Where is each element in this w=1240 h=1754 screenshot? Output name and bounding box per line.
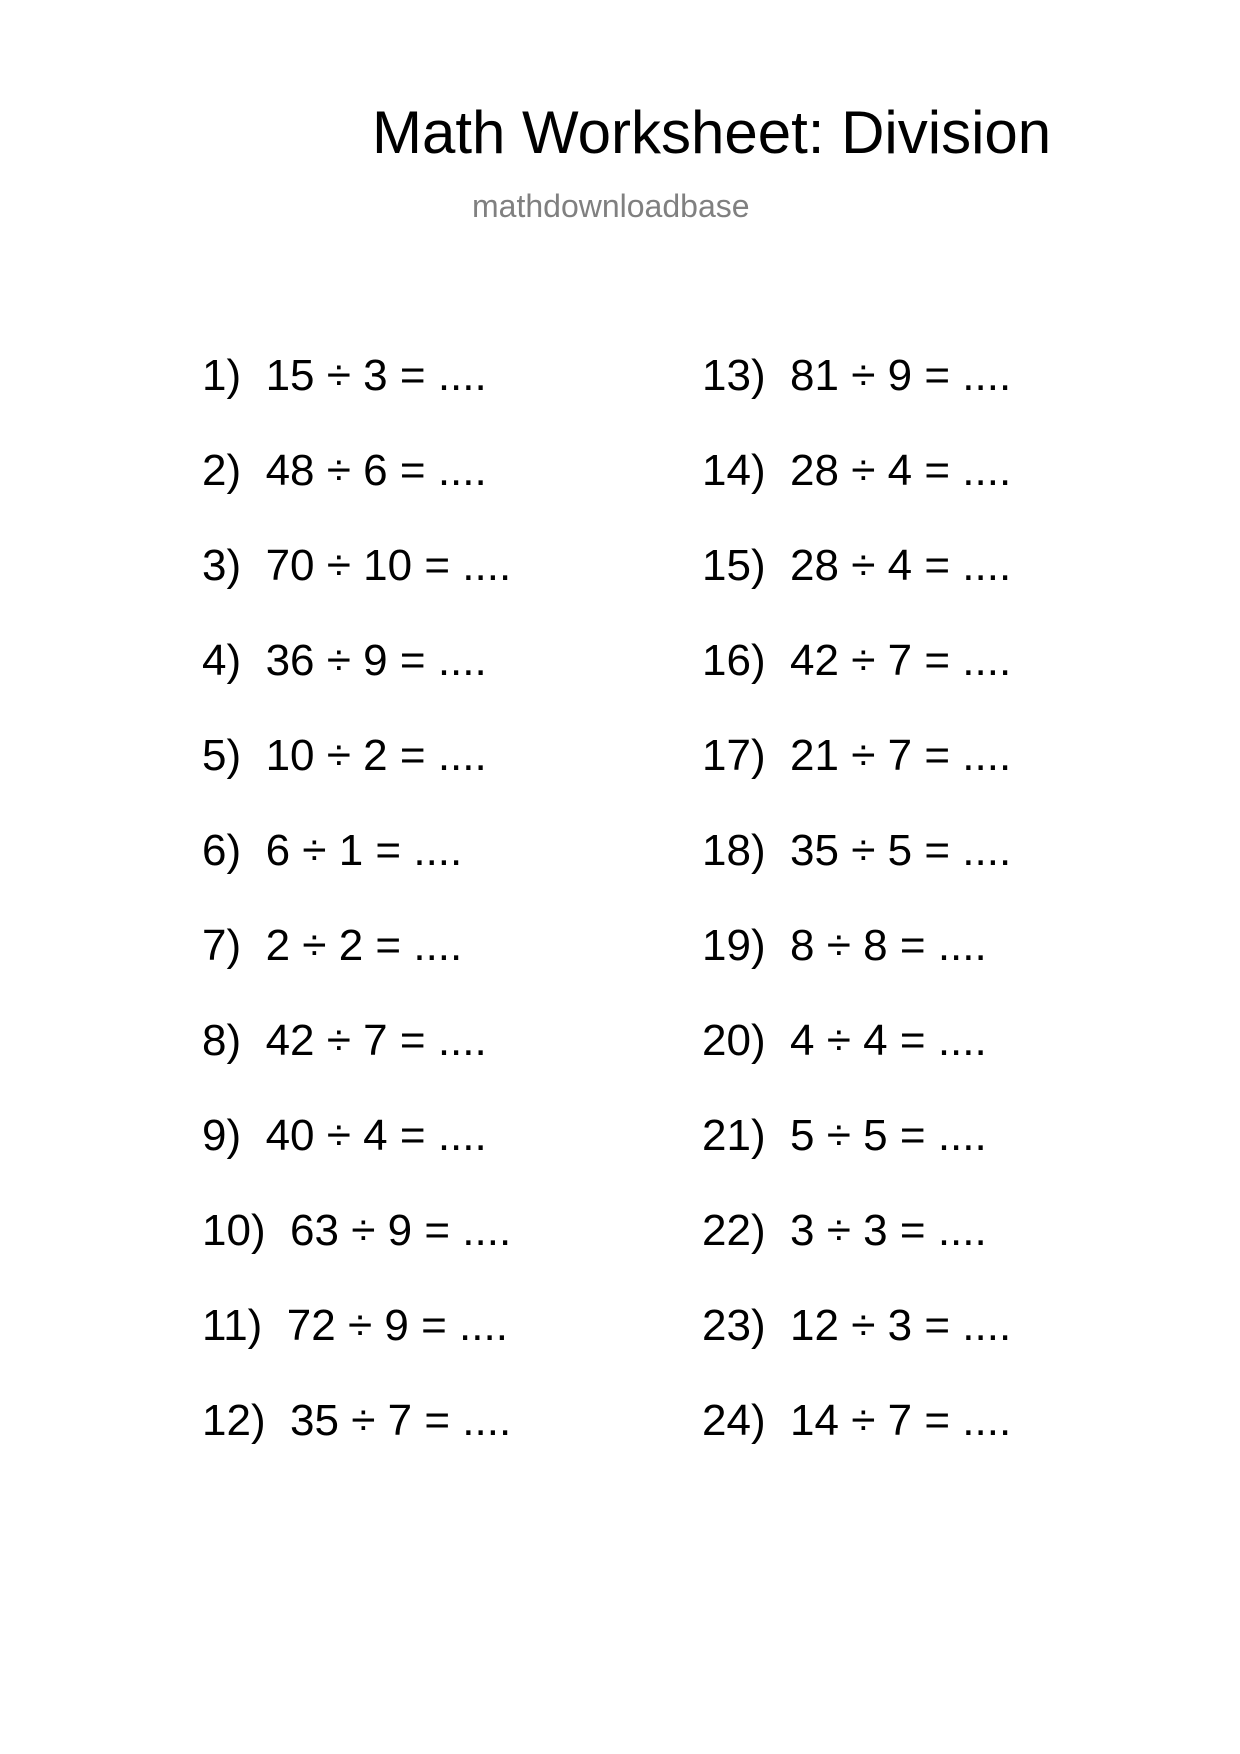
problem-item [702,1205,1011,1300]
equals-sign: = [424,1396,451,1445]
divisor: 7 [887,636,913,685]
problem-number: 3) [202,541,242,590]
division-sign: ÷ [851,636,876,685]
dividend: 28 [790,446,839,495]
problem-item [702,350,1011,445]
problem-item [202,1300,511,1395]
divisor: 7 [887,731,913,780]
division-sign: ÷ [326,731,351,780]
answer-blank[interactable]: .... [462,1206,512,1255]
division-sign: ÷ [302,921,327,970]
division-sign: ÷ [826,1111,851,1160]
equals-sign: = [924,1301,951,1350]
problem-item [202,350,511,445]
divisor: 3 [363,351,388,400]
division-sign: ÷ [851,541,876,590]
divisor: 7 [363,1016,388,1065]
answer-blank[interactable]: .... [937,1111,987,1160]
divisor: 3 [887,1301,913,1350]
problem-item [202,730,511,825]
answer-blank[interactable]: .... [962,826,1012,875]
problem-number: 18) [702,826,766,875]
divisor: 5 [863,1111,888,1160]
divisor: 9 [887,351,913,400]
division-sign: ÷ [326,541,351,590]
problem-item [702,445,1011,540]
answer-blank[interactable]: .... [437,1016,487,1065]
division-sign: ÷ [851,826,876,875]
equals-sign: = [399,446,426,495]
answer-blank[interactable]: .... [437,351,487,400]
problem-number: 9) [202,1111,242,1160]
division-sign: ÷ [826,1016,851,1065]
division-sign: ÷ [851,1396,876,1445]
divisor: 4 [863,1016,888,1065]
answer-blank[interactable]: .... [962,1301,1012,1350]
division-sign: ÷ [326,446,351,495]
division-sign: ÷ [302,826,327,875]
dividend: 42 [790,636,839,685]
answer-blank[interactable]: .... [462,1396,512,1445]
problems-column-left [202,350,511,1490]
divisor: 10 [363,541,413,590]
division-sign: ÷ [851,351,876,400]
division-sign: ÷ [326,1111,351,1160]
page-title: Math Worksheet: Division [372,99,1052,166]
problem-item [702,1110,1011,1205]
problem-number: 12) [202,1396,266,1445]
dividend: 12 [790,1301,839,1350]
answer-blank[interactable]: .... [937,921,987,970]
division-sign: ÷ [326,351,351,400]
divisor: 1 [338,826,364,875]
division-sign: ÷ [326,1016,351,1065]
dividend: 35 [790,826,839,875]
dividend: 48 [265,446,315,495]
answer-blank[interactable]: .... [462,541,512,590]
divisor: 9 [363,636,388,685]
problem-item [702,825,1011,920]
divisor: 3 [863,1206,888,1255]
answer-blank[interactable]: .... [962,1396,1012,1445]
answer-blank[interactable]: .... [962,351,1012,400]
equals-sign: = [375,921,402,970]
equals-sign: = [924,351,951,400]
problem-item [702,1300,1011,1395]
divisor: 5 [887,826,913,875]
equals-sign: = [899,921,926,970]
problem-number: 19) [702,921,766,970]
problem-number: 5) [202,731,242,780]
dividend: 35 [290,1396,339,1445]
dividend: 8 [790,921,815,970]
problems-column-right [702,350,1011,1490]
problem-item [202,1110,511,1205]
division-sign: ÷ [826,921,851,970]
division-sign: ÷ [851,731,876,780]
problem-number: 2) [202,446,242,495]
answer-blank[interactable]: .... [962,636,1012,685]
dividend: 28 [790,541,839,590]
problem-number: 16) [702,636,766,685]
answer-blank[interactable]: .... [937,1016,987,1065]
equals-sign: = [424,1206,451,1255]
problem-number: 15) [702,541,766,590]
problem-item [702,1015,1011,1110]
equals-sign: = [399,1016,426,1065]
dividend: 10 [265,731,315,780]
equals-sign: = [399,636,426,685]
division-sign: ÷ [347,1301,373,1350]
equals-sign: = [924,1396,951,1445]
problem-item [202,1015,511,1110]
division-sign: ÷ [351,1206,376,1255]
problem-number: 23) [702,1301,766,1350]
problem-item [202,825,511,920]
equals-sign: = [924,541,951,590]
divisor: 7 [887,1396,913,1445]
answer-blank[interactable]: .... [962,541,1012,590]
divisor: 8 [863,921,888,970]
dividend: 42 [265,1016,315,1065]
equals-sign: = [424,541,451,590]
equals-sign: = [899,1206,926,1255]
answer-blank[interactable]: .... [437,1111,487,1160]
divisor: 4 [363,1111,388,1160]
problem-number: 8) [202,1016,242,1065]
answer-blank[interactable]: .... [437,636,487,685]
problem-number: 7) [202,921,242,970]
equals-sign: = [924,826,951,875]
answer-blank[interactable]: .... [459,1301,508,1350]
equals-sign: = [924,636,951,685]
problem-item [202,445,511,540]
equals-sign: = [899,1016,926,1065]
dividend: 15 [265,351,315,400]
equals-sign: = [399,351,426,400]
divisor: 9 [387,1206,413,1255]
divisor: 2 [363,731,388,780]
dividend: 40 [265,1111,315,1160]
answer-blank[interactable]: .... [437,731,487,780]
problem-number: 17) [702,731,766,780]
dividend: 6 [265,826,291,875]
problem-number: 4) [202,636,242,685]
dividend: 3 [790,1206,815,1255]
problem-number: 14) [702,446,766,495]
problem-item [202,920,511,1015]
equals-sign: = [924,446,951,495]
problem-number: 6) [202,826,242,875]
problem-item [702,730,1011,825]
divisor: 9 [384,1301,409,1350]
dividend: 70 [265,541,315,590]
divisor: 6 [363,446,388,495]
problem-number: 13) [702,351,766,400]
dividend: 81 [790,351,839,400]
problem-item [702,1395,1011,1490]
site-name: mathdownloadbase [472,188,750,224]
problem-item [202,540,511,635]
dividend: 36 [265,636,315,685]
problem-item [202,1395,511,1490]
equals-sign: = [399,1111,426,1160]
problem-item [702,635,1011,730]
answer-blank[interactable]: .... [413,921,463,970]
dividend: 63 [290,1206,339,1255]
answer-blank[interactable]: .... [437,446,487,495]
dividend: 4 [790,1016,815,1065]
division-sign: ÷ [326,636,351,685]
problem-item [702,540,1011,635]
answer-blank[interactable]: .... [413,826,463,875]
division-sign: ÷ [851,1301,876,1350]
problem-number: 10) [202,1206,266,1255]
equals-sign: = [924,731,951,780]
equals-sign: = [399,731,426,780]
division-sign: ÷ [351,1396,376,1445]
divisor: 4 [887,541,913,590]
problem-item [202,1205,511,1300]
divisor: 4 [887,446,913,495]
dividend: 72 [286,1301,336,1350]
dividend: 5 [790,1111,815,1160]
answer-blank[interactable]: .... [962,446,1012,495]
division-sign: ÷ [851,446,876,495]
dividend: 2 [265,921,291,970]
problem-number: 1) [202,351,242,400]
problem-number: 21) [702,1111,766,1160]
divisor: 7 [387,1396,413,1445]
answer-blank[interactable]: .... [962,731,1012,780]
problem-number: 24) [702,1396,766,1445]
divisor: 2 [338,921,364,970]
dividend: 14 [790,1396,839,1445]
division-sign: ÷ [826,1206,851,1255]
equals-sign: = [899,1111,926,1160]
equals-sign: = [421,1301,447,1350]
answer-blank[interactable]: .... [937,1206,987,1255]
dividend: 21 [790,731,839,780]
problem-number: 11) [202,1301,263,1350]
problem-number: 20) [702,1016,766,1065]
problem-number: 22) [702,1206,766,1255]
problem-item [702,920,1011,1015]
problem-item [202,635,511,730]
equals-sign: = [375,826,402,875]
